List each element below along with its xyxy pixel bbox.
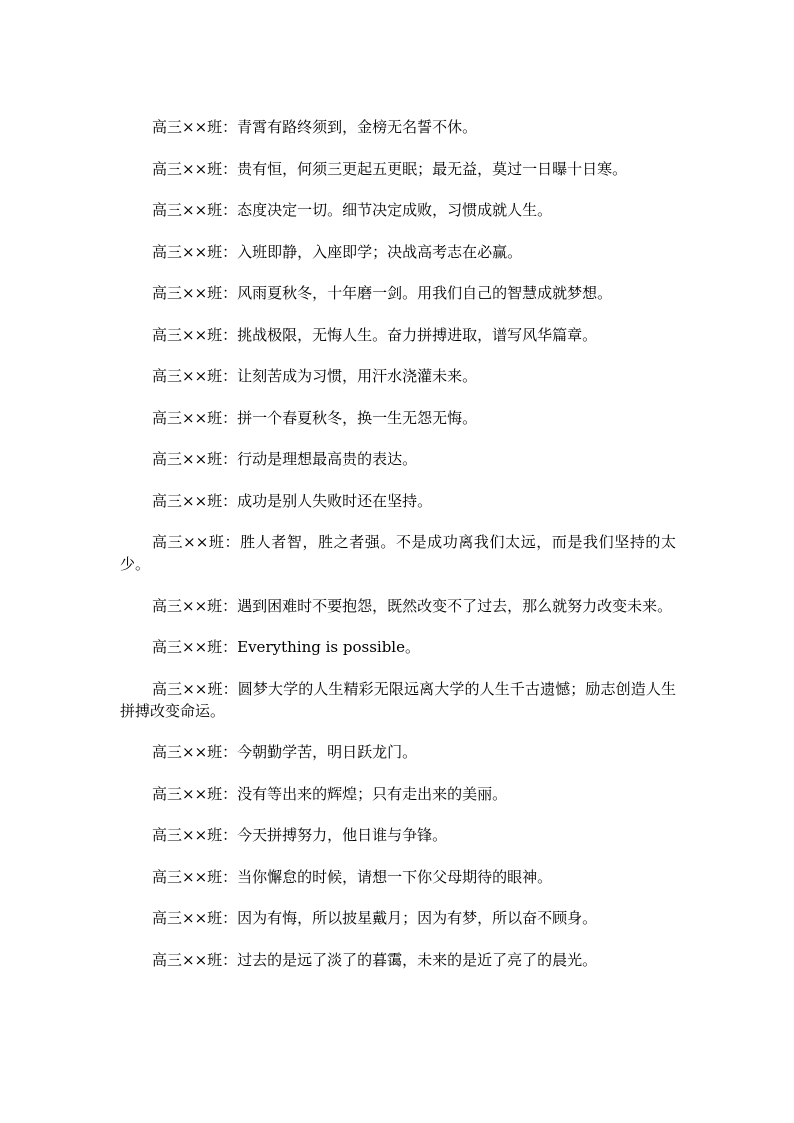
slogan-paragraph: 高三××班：挑战极限，无悔人生。奋力拼搏进取，谱写风华篇章。 [152, 325, 598, 344]
slogan-paragraph: 高三××班：没有等出来的辉煌；只有走出来的美丽。 [152, 784, 508, 803]
slogan-paragraph: 高三××班：入班即静，入座即学；决战高考志在必赢。 [152, 242, 523, 261]
slogan-paragraph: 高三××班：青霄有路终须到，金榜无名誓不休。 [152, 118, 478, 136]
slogan-paragraph: 高三××班：风雨夏秋冬，十年磨一剑。用我们自己的智慧成就梦想。 [152, 284, 613, 302]
slogan-paragraph: 高三××班：遇到困难时不要抱怨，既然改变不了过去，那么就努力改变未来。 [152, 596, 673, 615]
slogan-paragraph: 高三××班：今天拼搏努力，他日谁与争锋。 [152, 826, 448, 844]
slogan-paragraph: 高三××班：当你懈怠的时候，请想一下你父母期待的眼神。 [152, 867, 553, 886]
slogan-paragraph: 高三××班：胜人者智，胜之者强。不是成功离我们太远，而是我们坚持的太少。 [120, 533, 676, 573]
slogan-paragraph: 高三××班：让刻苦成为习惯，用汗水浇灌未来。 [152, 367, 478, 385]
slogan-paragraph: 高三××班：过去的是远了淡了的暮霭，未来的是近了亮了的晨光。 [152, 950, 598, 969]
slogan-paragraph: 高三××班：成功是别人失败时还在坚持。 [152, 491, 433, 510]
slogan-paragraph: 高三××班：Everything is possible。 [152, 638, 420, 656]
slogan-paragraph: 高三××班：因为有悔，所以披星戴月；因为有梦，所以奋不顾身。 [152, 909, 598, 927]
slogan-paragraph: 高三××班：贵有恒，何须三更起五更眠；最无益，莫过一日曝十日寒。 [152, 159, 628, 178]
slogan-list [120, 116, 676, 990]
slogan-paragraph: 高三××班：态度决定一切。细节决定成败，习惯成就人生。 [152, 201, 553, 219]
slogan-paragraph: 高三××班：拼一个春夏秋冬，换一生无怨无悔。 [152, 408, 478, 427]
slogan-paragraph: 高三××班：圆梦大学的人生精彩无限远离大学的人生千古遗憾；励志创造人生拼搏改变命运。 [120, 679, 676, 720]
slogan-paragraph: 高三××班：行动是理想最高贵的表达。 [152, 450, 418, 468]
slogan-paragraph: 高三××班：今朝勤学苦，明日跃龙门。 [152, 743, 418, 761]
